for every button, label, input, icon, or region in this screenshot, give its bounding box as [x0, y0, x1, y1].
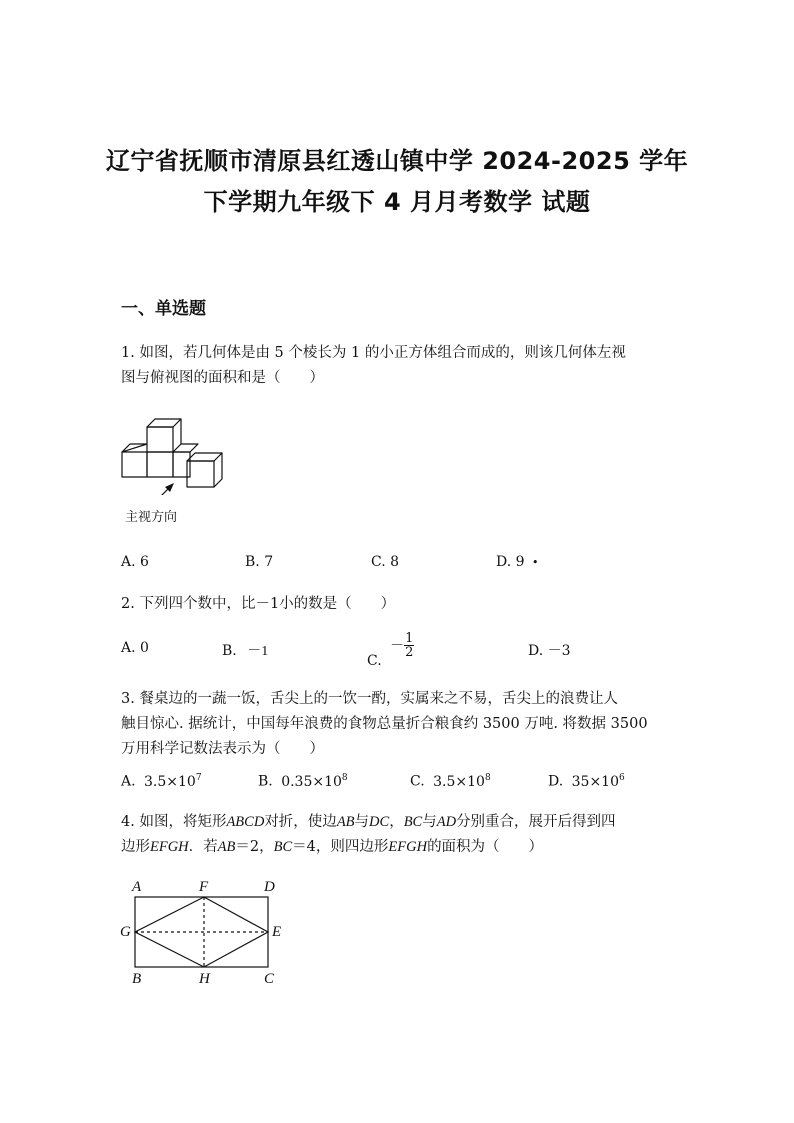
q1-figure-caption: 主视方向	[125, 510, 178, 525]
q3-option-c-prefix: C.	[410, 773, 425, 790]
q3-option-c-base: 3.5×10	[433, 773, 485, 790]
q4-math-ab: AB	[336, 814, 355, 830]
q4-math-ab: AB	[217, 839, 236, 855]
q1-option-a: A. 6	[121, 554, 149, 570]
q4-text-segment: 分别重合，展开后得到四	[456, 814, 616, 830]
q4-label-g: G	[120, 924, 131, 940]
q4-math-ad: AD	[436, 814, 457, 830]
q4-text-segment: ．若	[188, 839, 218, 855]
q4-text-segment: 与	[422, 814, 437, 830]
q3-option-c-exponent: 8	[484, 773, 491, 783]
q1-text-line1: 1. 如图，若几何体是由 5 个棱长为 1 的小正方体组合而成的，则该几何体左视	[121, 345, 626, 361]
q4-text-segment: ＝2，	[235, 839, 274, 855]
q4-math-abcd: ABCD	[226, 814, 265, 830]
q3-option-d	[548, 773, 625, 790]
q3-text-line2: 触目惊心. 据统计，中国每年浪费的食物总量折合粮食约 3500 万吨. 将数据 3500	[121, 716, 648, 732]
q1-option-c: C. 8	[371, 554, 400, 570]
exam-title-line1: 辽宁省抚顺市清原县红透山镇中学 2024-2025 学年	[105, 147, 689, 175]
q4-label-d: D	[264, 879, 275, 895]
q2-option-b-value: －1	[247, 644, 269, 659]
q4-text-line2	[121, 835, 543, 856]
q3-option-a-prefix: A.	[121, 773, 136, 790]
exam-title-line2: 下学期九年级下 4 月月考数学 试题	[203, 188, 591, 216]
q2-option-c	[367, 631, 414, 669]
q1-text-line2: 图与俯视图的面积和是（ ）	[121, 370, 324, 386]
q4-text-segment: 对折，使边	[264, 814, 337, 830]
q3-option-c	[410, 773, 491, 790]
q2-option-c-denominator: 2	[405, 645, 414, 660]
q3-option-b-exponent: 8	[341, 773, 348, 783]
q2-option-c-fraction	[404, 632, 414, 659]
q3-option-d-base: 35×10	[571, 773, 619, 790]
q2-option-c-sign: －	[390, 637, 405, 654]
q4-label-b: B	[132, 971, 142, 987]
q4-label-h: H	[199, 971, 210, 987]
q4-text-segment: 边形	[121, 839, 150, 855]
section-heading: 一、单选题	[121, 299, 206, 319]
q4-math-dc: DC	[369, 814, 390, 830]
q4-label-e: E	[272, 924, 282, 940]
q3-text-line3: 万用科学记数法表示为（ ）	[121, 741, 324, 757]
q4-math-efgh: EFGH	[388, 839, 428, 855]
q4-text-segment: 的面积为（ ）	[427, 839, 544, 855]
q2-option-c-prefix: C.	[367, 652, 382, 669]
q2-option-c-numerator: 1	[405, 631, 414, 646]
q4-label-a: A	[132, 879, 142, 895]
q3-option-d-exponent: 6	[619, 773, 625, 783]
q2-option-d: D. －3	[528, 643, 571, 659]
q4-text-segment: 与	[354, 814, 370, 830]
q4-math-efgh: EFGH	[150, 839, 189, 855]
q1-cube-figure	[114, 410, 234, 495]
q3-option-a-exponent: 7	[195, 773, 202, 783]
q4-math-bc: BC	[273, 839, 293, 855]
q3-option-b-base: 0.35×10	[281, 773, 342, 790]
q3-option-b-prefix: B.	[258, 773, 273, 790]
q4-text-line1	[121, 810, 616, 831]
stray-dot-mark: •	[532, 556, 539, 569]
q4-text-segment: ，	[389, 814, 404, 830]
q4-label-c: C	[264, 971, 275, 987]
q1-option-b: B. 7	[245, 554, 274, 570]
q1-option-d: D. 9	[496, 554, 525, 570]
q2-option-b	[222, 640, 268, 660]
q2-text: 2. 下列四个数中，比－1小的数是（ ）	[121, 596, 396, 612]
q2-option-a: A. 0	[121, 640, 149, 656]
q4-text-segment: 4. 如图，将矩形	[121, 814, 227, 830]
q4-math-bc: BC	[403, 814, 423, 830]
q3-option-d-prefix: D.	[548, 773, 564, 790]
q3-text-line1: 3. 餐桌边的一蔬一饭，舌尖上的一饮一酌，实属来之不易，舌尖上的浪费让人	[121, 691, 618, 707]
q4-label-f: F	[199, 879, 209, 895]
q2-option-b-prefix: B.	[222, 643, 237, 659]
q3-option-a-base: 3.5×10	[144, 773, 196, 790]
q4-text-segment: ＝4，则四边形	[292, 839, 389, 855]
q3-option-b	[258, 773, 348, 790]
q3-option-a	[121, 773, 202, 790]
